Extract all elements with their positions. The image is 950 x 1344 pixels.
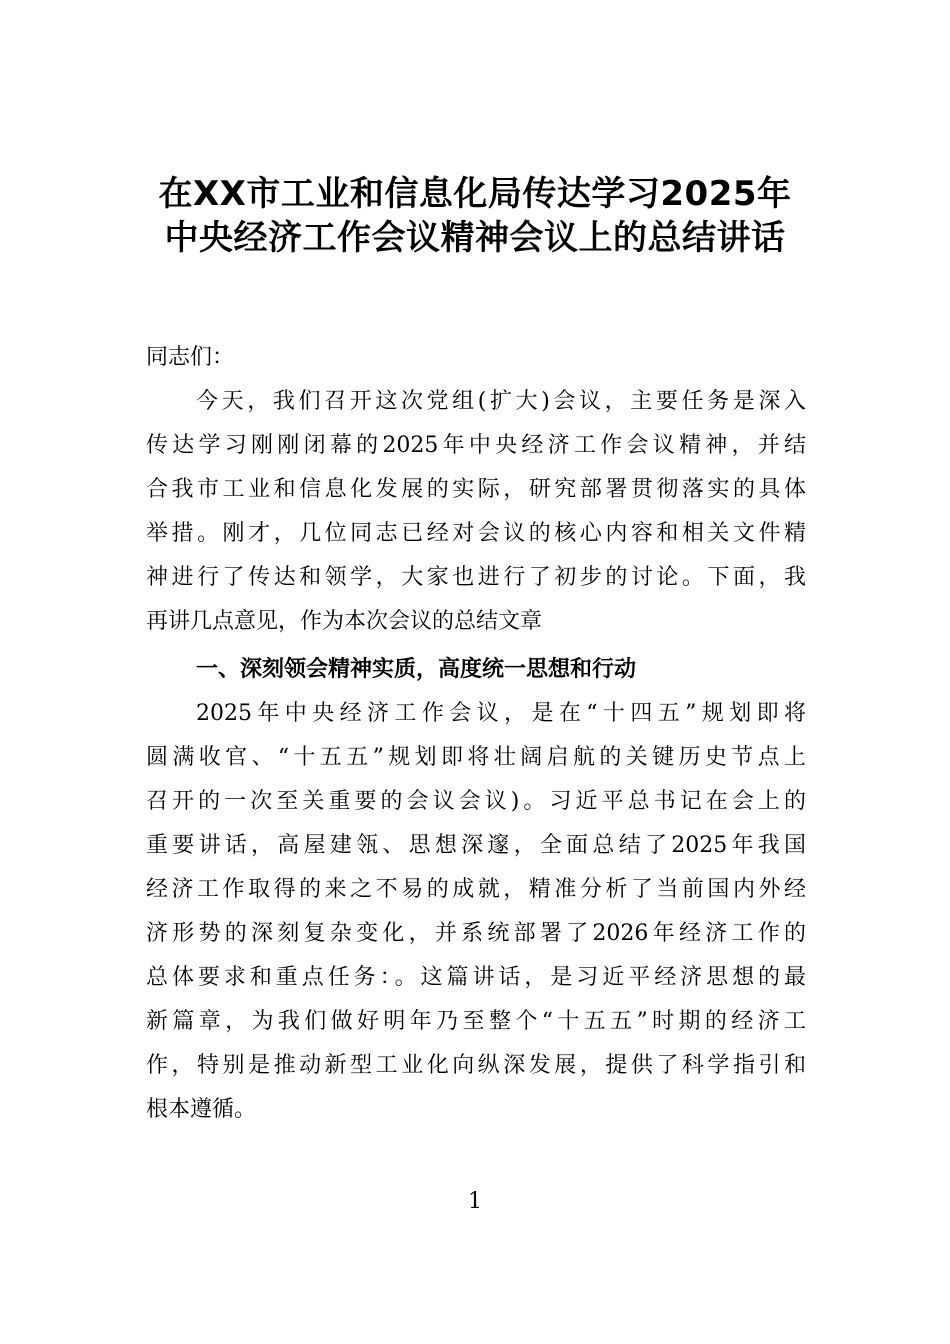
paragraph-line: 再讲几点意见，作为本次会议的总结文章 (146, 609, 543, 634)
paragraph-line: 2025年中央经济工作会议，是在“十四五”规划即将 (196, 701, 806, 726)
paragraph-line: 作，特别是推动新型工业化向纵深发展，提供了科学指引和 (146, 1053, 806, 1078)
document-title-line-1: 在XX市工业和信息化局传达学习2025年 (158, 174, 792, 214)
paragraph-line: 举措。刚才，几位同志已经对会议的核心内容和相关文件精 (146, 521, 806, 546)
paragraph-line: 济形势的深刻复杂变化，并系统部署了2026年经济工作的 (146, 921, 806, 946)
salutation-text: 同志们： (146, 345, 235, 370)
page-number: 1 (468, 1189, 482, 1214)
document-title-line-2: 中央经济工作会议精神会议上的总结讲话 (164, 218, 786, 258)
paragraph-section-one (146, 692, 806, 1132)
paragraph-intro (146, 380, 806, 644)
paragraph-line: 今天，我们召开这次党组(扩大)会议，主要任务是深入 (196, 389, 806, 414)
paragraph-line: 圆满收官、“十五五”规划即将壮阔启航的关键历史节点上 (146, 745, 806, 770)
paragraph-line: 经济工作取得的来之不易的成就，精准分析了当前国内外经 (146, 877, 806, 902)
paragraph-line: 神进行了传达和领学，大家也进行了初步的讨论。下面，我 (146, 565, 806, 590)
paragraph-line: 传达学习刚刚闭幕的2025年中央经济工作会议精神，并结 (146, 433, 806, 458)
paragraph-line: 合我市工业和信息化发展的实际，研究部署贯彻落实的具体 (146, 477, 806, 502)
paragraph-line: 重要讲话，高屋建瓴、思想深邃，全面总结了2025年我国 (146, 833, 806, 858)
salutation (146, 336, 806, 380)
paragraph-line: 新篇章，为我们做好明年乃至整个“十五五”时期的经济工 (146, 1009, 806, 1034)
section-heading: 一、深刻领会精神实质，高度统一思想和行动 (196, 657, 637, 682)
paragraph-line: 召开的一次至关重要的会议会议)。习近平总书记在会上的 (146, 789, 806, 814)
paragraph-line: 总体要求和重点任务：。这篇讲话，是习近平经济思想的最 (146, 965, 806, 990)
paragraph-line: 根本遵循。 (146, 1097, 257, 1122)
